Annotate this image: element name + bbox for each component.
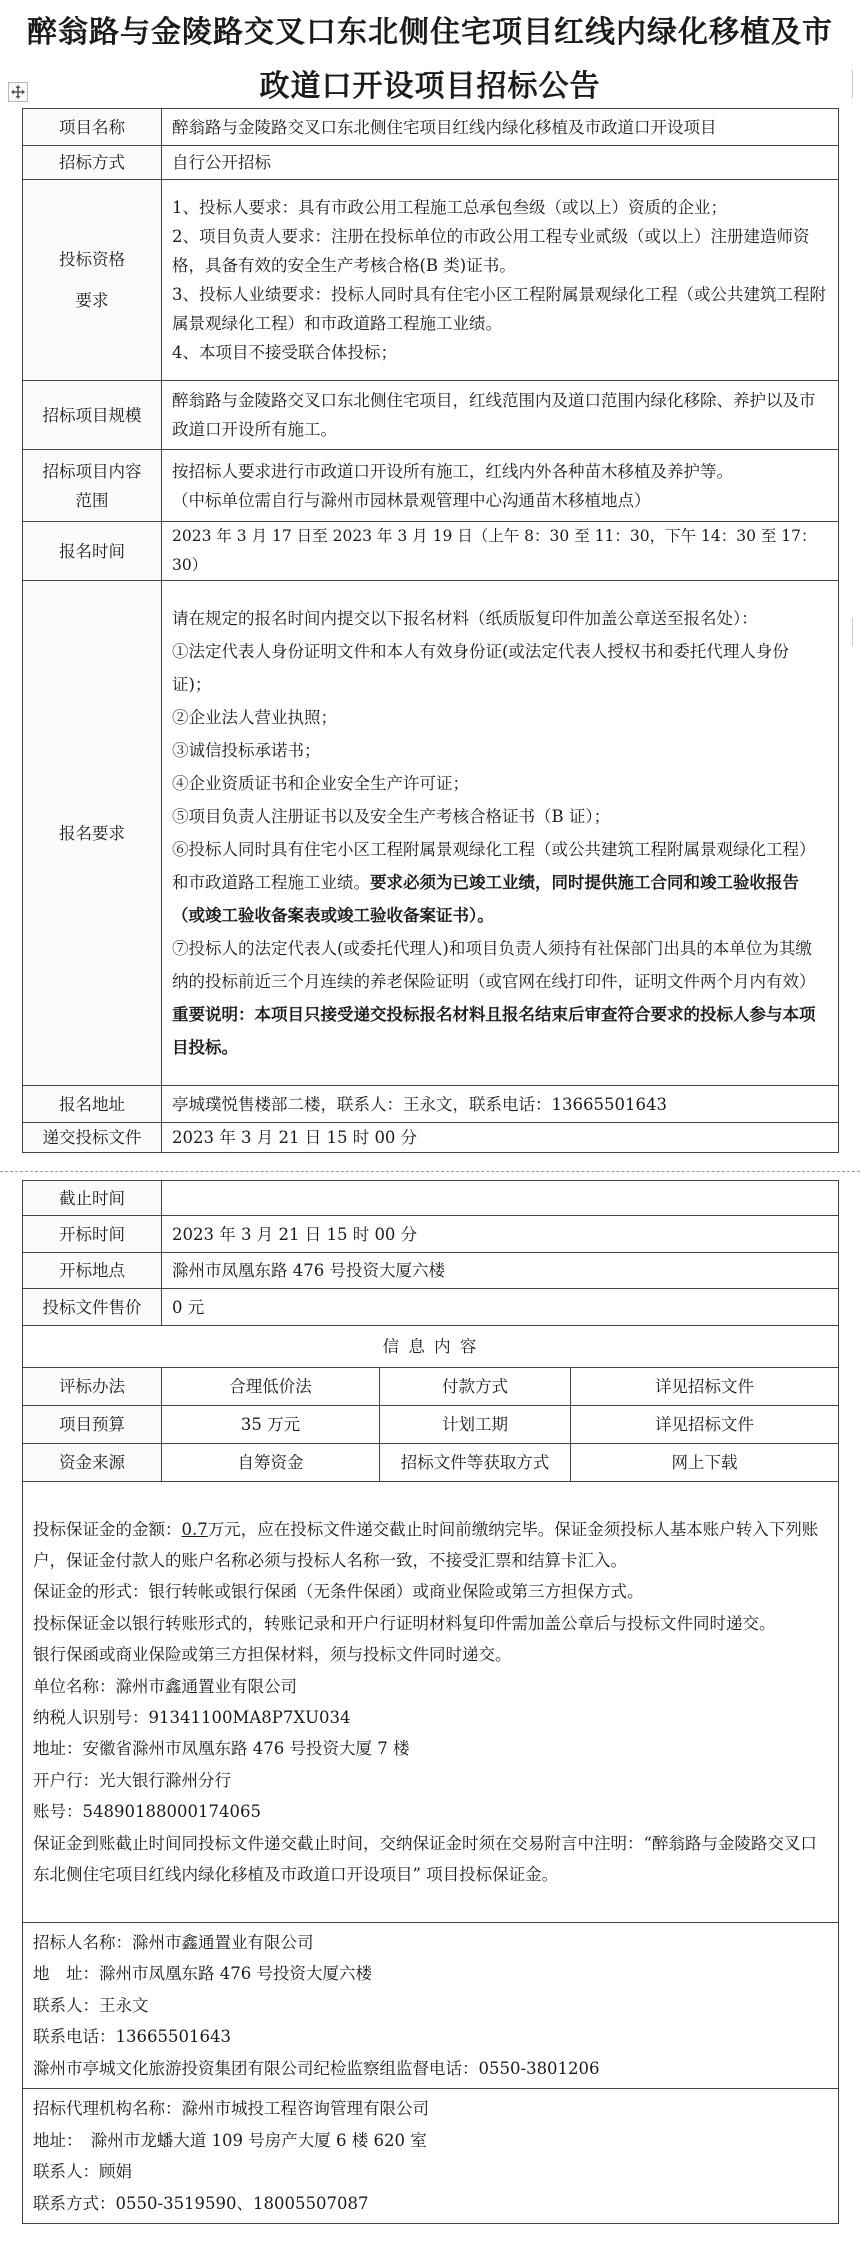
table-row: [23, 1216, 839, 1253]
deposit-note: 保证金到账截止时间同投标文件递交截止时间，交纳保证金时须在交易附言中注明：“醉翁路与金陵路交叉口东北侧住宅项目红线内绿化移植及市政道口开设项目” 项目投标保证金。: [33, 1833, 817, 1885]
project-name-value: 醉翁路与金陵路交叉口东北侧住宅项目红线内绿化移植及市政道口开设项目: [162, 109, 839, 146]
info-cell: 招标文件等获取方式: [380, 1444, 571, 1482]
requirements-label: 报名要求: [23, 581, 162, 1086]
scale-value: 醉翁路与金陵路交叉口东北侧住宅项目，红线范围内及道口范围内绿化移除、养护以及市政道口开设所有施工。: [162, 381, 839, 450]
table-row: [23, 180, 839, 381]
tenderee-section: [23, 1923, 839, 2089]
table-row: [23, 522, 839, 581]
agency-contact: 联系人：顾娟: [33, 2162, 132, 2181]
deposit-address: 地址：安徽省滁州市凤凰东路 476 号投资大厦 7 楼: [33, 1739, 410, 1759]
deposit-unit-name: 单位名称：滁州市鑫通置业有限公司: [33, 1676, 297, 1696]
reg-address-label: 报名地址: [23, 1086, 162, 1123]
requirement-item: ①法定代表人身份证明文件和本人有效身份证(或法定代表人授权书和委托代理人身份证)；: [172, 642, 789, 694]
info-cell: 计划工期: [380, 1406, 571, 1444]
tender-info-table-continued: [22, 1180, 839, 2224]
table-row: [23, 1923, 839, 2089]
table-row: [23, 381, 839, 450]
move-handle-icon[interactable]: [8, 82, 28, 102]
deposit-bank: 开户行：光大银行滁州分行: [33, 1770, 231, 1790]
deposit-form: 保证金的形式：银行转帐或银行保函（无条件保函）或商业保险或第三方担保方式。: [33, 1582, 644, 1602]
doc-price-value: 0 元: [162, 1289, 839, 1326]
info-cell: 项目预算: [23, 1406, 162, 1444]
submit-doc-value: 2023 年 3 月 21 日 15 时 00 分: [162, 1123, 839, 1153]
title-line-1: 醉翁路与金陵路交叉口东北侧住宅项目红线内绿化移植及市: [27, 15, 833, 50]
requirement-item: ⑤项目负责人注册证书以及安全生产考核合格证书（B 证）；: [172, 807, 611, 826]
requirement-item: ④企业资质证书和企业安全生产许可证；: [172, 774, 469, 793]
info-cell: 自筹资金: [162, 1444, 380, 1482]
page-break-divider: [0, 1171, 860, 1172]
table-row: [23, 450, 839, 522]
table-row: [23, 146, 839, 180]
info-cell: 评标办法: [23, 1368, 162, 1406]
requirement-item-7: ⑦投标人的法定代表人(或委托代理人)和项目负责人须持有社保部门出具的本单位为其缴纳的投标前近三个月连续的养老保险证明（或官网在线打印件，证明文件两个月内有效）: [172, 939, 816, 991]
open-place-label: 开标地点: [23, 1253, 162, 1289]
table-row: [23, 1444, 839, 1482]
deposit-amount: 投标保证金的金额：0.7万元，应在投标文件递交截止时间前缴纳完毕。保证金须投标人基本账户转入下列账户，保证金付款人的账户名称必须与投标人名称一致，不接受汇票和结算卡汇入。: [33, 1519, 819, 1570]
info-cell: 网上下载: [571, 1444, 839, 1482]
content-label: 招标项目内容范围: [23, 450, 162, 522]
tenderee-name: 招标人名称：滁州市鑫通置业有限公司: [33, 1932, 314, 1952]
agency-section: [23, 2089, 839, 2224]
qualification-list: [162, 180, 839, 381]
requirement-item: ②企业法人营业执照；: [172, 708, 337, 727]
deposit-transfer: 投标保证金以银行转账形式的，转账记录和开户行证明材料复印件需加盖公章后与投标文件同时递交。: [33, 1613, 776, 1633]
qualification-label: 投标资格 要求: [23, 180, 162, 381]
open-time-label: 开标时间: [23, 1216, 162, 1253]
open-place-value: 滁州市凤凰东路 476 号投资大厦六楼: [162, 1253, 839, 1289]
reg-time-label: 报名时间: [23, 522, 162, 581]
supervision-phone: 滁州市亭城文化旅游投资集团有限公司纪检监察组监督电话：0550-3801206: [33, 2058, 600, 2078]
title-line-2: 政道口开设项目招标公告: [259, 69, 601, 104]
deposit-guarantee: 银行保函或商业保险或第三方担保材料，须与投标文件同时递交。: [33, 1645, 512, 1665]
table-row: [23, 1368, 839, 1406]
deadline-label: 截止时间: [23, 1181, 162, 1216]
method-value: 自行公开招标: [162, 146, 839, 180]
deposit-account: 账号：54890188000174065: [33, 1802, 261, 1822]
qualification-item: 2、项目负责人要求：注册在投标单位的市政公用工程专业贰级（或以上）注册建造师资格，具备有效的安全生产考核合格(B 类)证书。: [172, 227, 810, 275]
agency-phone: 联系方式：0550-3519590、18005507087: [33, 2193, 369, 2213]
info-header: 信 息 内 容: [23, 1326, 839, 1368]
qualification-item: 4、本项目不接受联合体投标；: [172, 343, 397, 362]
table-row: [23, 581, 839, 1086]
doc-price-label: 投标文件售价: [23, 1289, 162, 1326]
submit-doc-label: 递交投标文件: [23, 1123, 162, 1153]
table-row: [23, 1123, 839, 1153]
table-row: [23, 109, 839, 146]
move-arrows-icon: [11, 85, 25, 99]
qualification-item: 1、投标人要求：具有市政公用工程施工总承包叁级（或以上）资质的企业；: [172, 198, 727, 217]
scale-label: 招标项目规模: [23, 381, 162, 450]
reg-address-value: 亭城璞悦售楼部二楼，联系人：王永文，联系电话：13665501643: [162, 1086, 839, 1123]
method-label: 招标方式: [23, 146, 162, 180]
info-cell: 付款方式: [380, 1368, 571, 1406]
important-note: 重要说明：本项目只接受递交投标报名材料且报名结束后审查符合要求的投标人参与本项目投标。: [172, 1005, 816, 1057]
table-row: [23, 1086, 839, 1123]
right-resize-marker: [852, 618, 860, 646]
requirements-list: 请在规定的报名时间内提交以下报名材料（纸质版复印件加盖公章送至报名处）： ①法定代表人身份证明文件和本人有效身份证(或法定代表人授权书和委托代理人身份证)； ②企业法人营业执照； ③诚信投标承诺书； ④企业资质证书和企业安全生产许可证； ⑤项目负责人注册证书以及安全生产考核合格证书（B 证）； ⑥投标人同时具有住宅小区工程附属景观绿化工程（或公共建筑工程附属景观绿化工程）和市政道路工程施工业绩。要求必须为已竣工业绩，同时提供施工合同和竣工验收报告（或竣工验收备案表或竣工验收备案证书）。 ⑦投标人的法定代表人(或委托代理人)和项目负责人须持有社保部门出具的本单位为其缴纳的投标前近三个月连续的养老保险证明（或官网在线打印件，证明文件两个月内有效） 重要说明：本项目只接受递交投标报名材料且报名结束后审查符合要求的投标人参与本项目投标。: [162, 581, 839, 1086]
deposit-tax-id: 纳税人识别号：91341100MA8P7XU034: [33, 1708, 351, 1727]
requirement-item-6: ⑥投标人同时具有住宅小区工程附属景观绿化工程（或公共建筑工程附属景观绿化工程）和市政道路工程施工业绩。要求必须为已竣工业绩，同时提供施工合同和竣工验收报告（或竣工验收备案表或竣工验收备案证书）。: [172, 840, 816, 925]
table-row: [23, 1406, 839, 1444]
tenderee-contact: 联系人：王永文: [33, 1995, 149, 2015]
reg-time-value: 2023 年 3 月 17 日至 2023 年 3 月 19 日（上午 8：30 至 11：30，下午 14：30 至 17：30）: [162, 522, 839, 581]
table-row: [23, 1253, 839, 1289]
info-cell: 详见招标文件: [571, 1368, 839, 1406]
deadline-value: [162, 1181, 839, 1216]
open-time-value: 2023 年 3 月 21 日 15 时 00 分: [162, 1216, 839, 1253]
info-cell: 35 万元: [162, 1406, 380, 1444]
requirement-item: ③诚信投标承诺书；: [172, 741, 321, 760]
table-row: [23, 1181, 839, 1216]
tender-info-table: [22, 108, 839, 1153]
table-row: [23, 1289, 839, 1326]
table-row: [23, 1326, 839, 1368]
info-cell: 合理低价法: [162, 1368, 380, 1406]
agency-name: 招标代理机构名称：滁州市城投工程咨询管理有限公司: [33, 2099, 429, 2118]
agency-address: 地址： 滁州市龙蟠大道 109 号房产大厦 6 楼 620 室: [33, 2130, 427, 2150]
info-cell: 资金来源: [23, 1444, 162, 1482]
content-value: 按招标人要求进行市政道口开设所有施工，红线内外各种苗木移植及养护等。 （中标单位需自行与滁州市园林景观管理中心沟通苗木移植地点）: [162, 450, 839, 522]
qualification-item: 3、投标人业绩要求：投标人同时具有住宅小区工程附属景观绿化工程（或公共建筑工程附属景观绿化工程）和市政道路工程施工业绩。: [172, 285, 826, 333]
project-name-label: 项目名称: [23, 109, 162, 146]
right-resize-marker: [852, 70, 860, 98]
table-row: [23, 2089, 839, 2224]
info-cell: 详见招标文件: [571, 1406, 839, 1444]
tenderee-address: 地 址：滁州市凤凰东路 476 号投资大厦六楼: [33, 1964, 372, 1984]
deposit-section: [23, 1482, 839, 1923]
page-title: [20, 6, 840, 114]
tenderee-phone: 联系电话：13665501643: [33, 2027, 231, 2047]
table-row: [23, 1482, 839, 1923]
